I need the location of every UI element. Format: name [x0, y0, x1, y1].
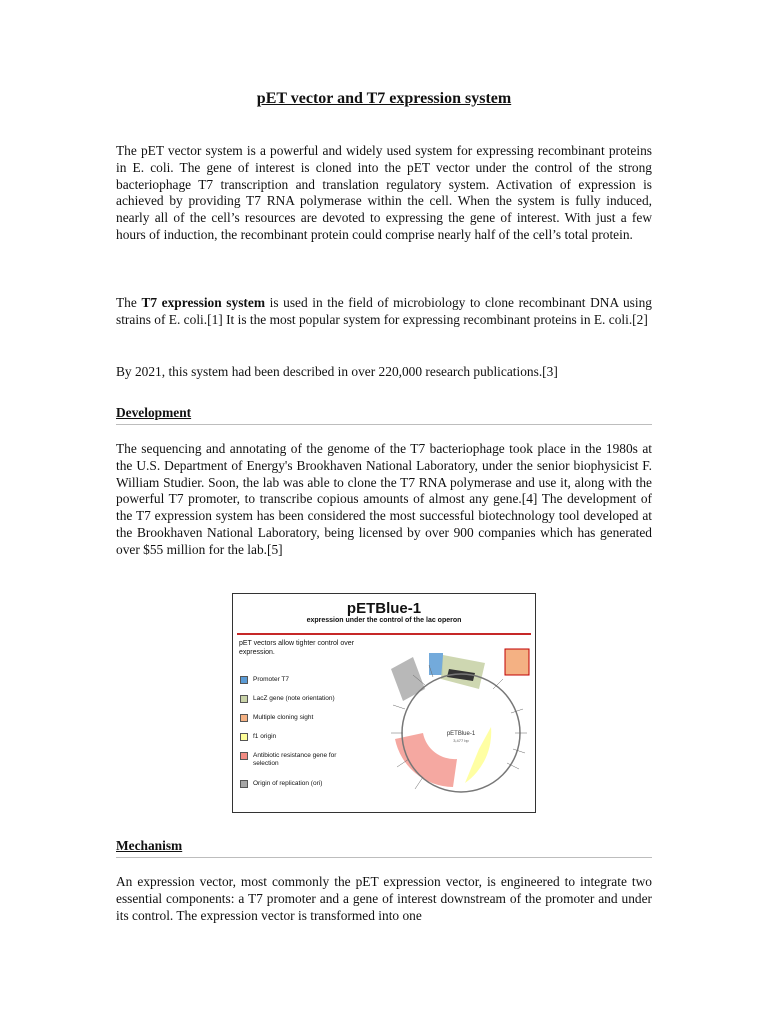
- legend-swatch: [240, 714, 248, 722]
- petblue-figure: [232, 593, 536, 813]
- legend-label: Promoter T7: [253, 676, 290, 683]
- legend-item-lacz: [240, 695, 360, 703]
- mcs-box: [505, 649, 529, 675]
- plasmid-name: pETBlue-1: [446, 731, 476, 737]
- figure-subtitle: expression under the control of the lac operon: [306, 617, 462, 624]
- legend-item-promoter: [240, 676, 360, 684]
- figure-title: pETBlue-1: [346, 600, 422, 617]
- figure-intro: pET vectors allow tighter control over expression.: [239, 640, 355, 656]
- legend-swatch: [240, 695, 248, 703]
- legend-label: Origin of replication (ori): [253, 780, 323, 787]
- development-heading: Development: [116, 405, 652, 425]
- t7-paragraph: [116, 295, 652, 329]
- document-title: pET vector and T7 expression system: [256, 90, 512, 107]
- publications-paragraph: By 2021, this system had been described in over 220,000 research publications.[3]: [116, 364, 558, 379]
- mechanism-paragraph: An expression vector, most commonly the pET expression vector, is engineered to integrate two essential components: a T7 promoter and a gene of interest downstream of the promoter and under its control. The expression vector is transformed into one: [116, 874, 652, 923]
- legend-swatch: [240, 733, 248, 741]
- plasmid-map: [373, 629, 533, 809]
- t7-paragraph-start: The: [116, 295, 142, 310]
- intro-paragraph: The pET vector system is a powerful and widely used system for expressing recombinant proteins in E. coli. The gene of interest is cloned into the pET vector under the control of the strong bacteriophage T7 transcription and translation regulatory system. Activation of expression is achieved by providing T7 RNA polymerase within the cell. When the system is fully induced, nearly all of the cell’s resources are devoted to expressing the gene of interest. With just a few hours of induction, the recombinant protein could comprise nearly half of the cell’s total protein.: [116, 143, 652, 242]
- t7-paragraph-end: is used in the field of microbiology to clone recombinant DNA using strains of E. coli.[1] It is the most popular system for expressing recombinant proteins in E. coli.[2]: [116, 295, 653, 327]
- legend-item-ori: [240, 780, 360, 788]
- plasmid-size: 3,477 bp: [453, 738, 469, 743]
- legend-swatch: [240, 752, 248, 760]
- legend-item-mcs: [240, 714, 360, 722]
- legend-swatch: [240, 676, 248, 684]
- legend-label: LacZ gene (note orientation): [253, 695, 335, 702]
- mechanism-heading: Mechanism: [116, 838, 652, 858]
- legend-swatch: [240, 780, 248, 788]
- legend-item-f1: [240, 733, 360, 741]
- ori-region: [391, 657, 425, 701]
- antibiotic-region: [395, 733, 457, 787]
- legend-item-antibiotic: [240, 752, 360, 767]
- legend-label: Multiple cloning sight: [253, 714, 314, 721]
- legend-label: Antibiotic resistance gene for selection: [253, 752, 337, 767]
- legend-label: f1 origin: [253, 733, 277, 740]
- t7-paragraph-bold: T7 expression system: [141, 295, 265, 310]
- development-paragraph: The sequencing and annotating of the genome of the T7 bacteriophage took place in the 1980s at the U.S. Department of Energy's Brookhaven National Laboratory, under the senior biophysicist F. William Studier. Soon, the lab was able to clone the T7 RNA polymerase and use it, along with the powerful T7 promoter, to transcribe copious amounts of almost any gene.[4] The development of the T7 expression system has been considered the most successful biotechnology tool developed at the Brookhaven National Laboratory, being licensed by over 900 companies which has generated over $55 million for the lab.[5]: [116, 441, 652, 557]
